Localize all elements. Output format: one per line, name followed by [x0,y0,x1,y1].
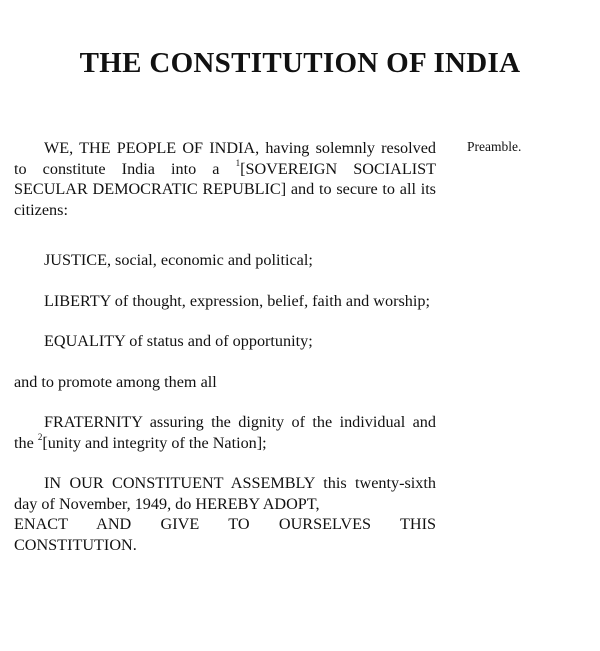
preamble-opening-text: WE, THE PEOPLE OF INDIA, having solemnly resolved to constitute India into a [14,139,436,178]
assembly-clause-end: CONSTITUTION. [14,535,137,554]
preamble-body [14,138,436,575]
footnote-marker-2: 2 [37,432,43,443]
fraternity-text-cont: [unity and integrity of the Nation]; [42,433,267,452]
justice-clause: JUSTICE, social, economic and political; [44,251,313,269]
assembly-clause [14,473,436,514]
fraternity-text: FRATERNITY assuring the dignity of the individual and the [14,413,436,452]
preamble-opening [14,138,436,220]
footnote-marker-1: 1 [235,158,241,169]
fraternity-clause [14,412,436,453]
preamble-opening-text-cont: [SOVEREIGN SOCIALIST SECULAR DEMOCRATIC REPUBLIC] and to secure to all its citizens: [14,159,436,219]
equality-clause: EQUALITY of status and of opportunity; [44,332,313,350]
spacer [14,240,436,250]
promote-clause: and to promote among them all [14,372,217,391]
assembly-text: IN OUR CONSTITUENT ASSEMBLY this twenty-sixth day of November, 1949, do HEREBY ADOPT, [14,474,436,513]
document-title: THE CONSTITUTION OF INDIA [79,47,521,79]
marginal-note: Preamble. [467,139,522,154]
assembly-clause-line: ENACT AND GIVE TO OURSELVES THIS [14,515,436,533]
liberty-clause: LIBERTY of thought, expression, belief, faith and worship; [44,291,430,310]
